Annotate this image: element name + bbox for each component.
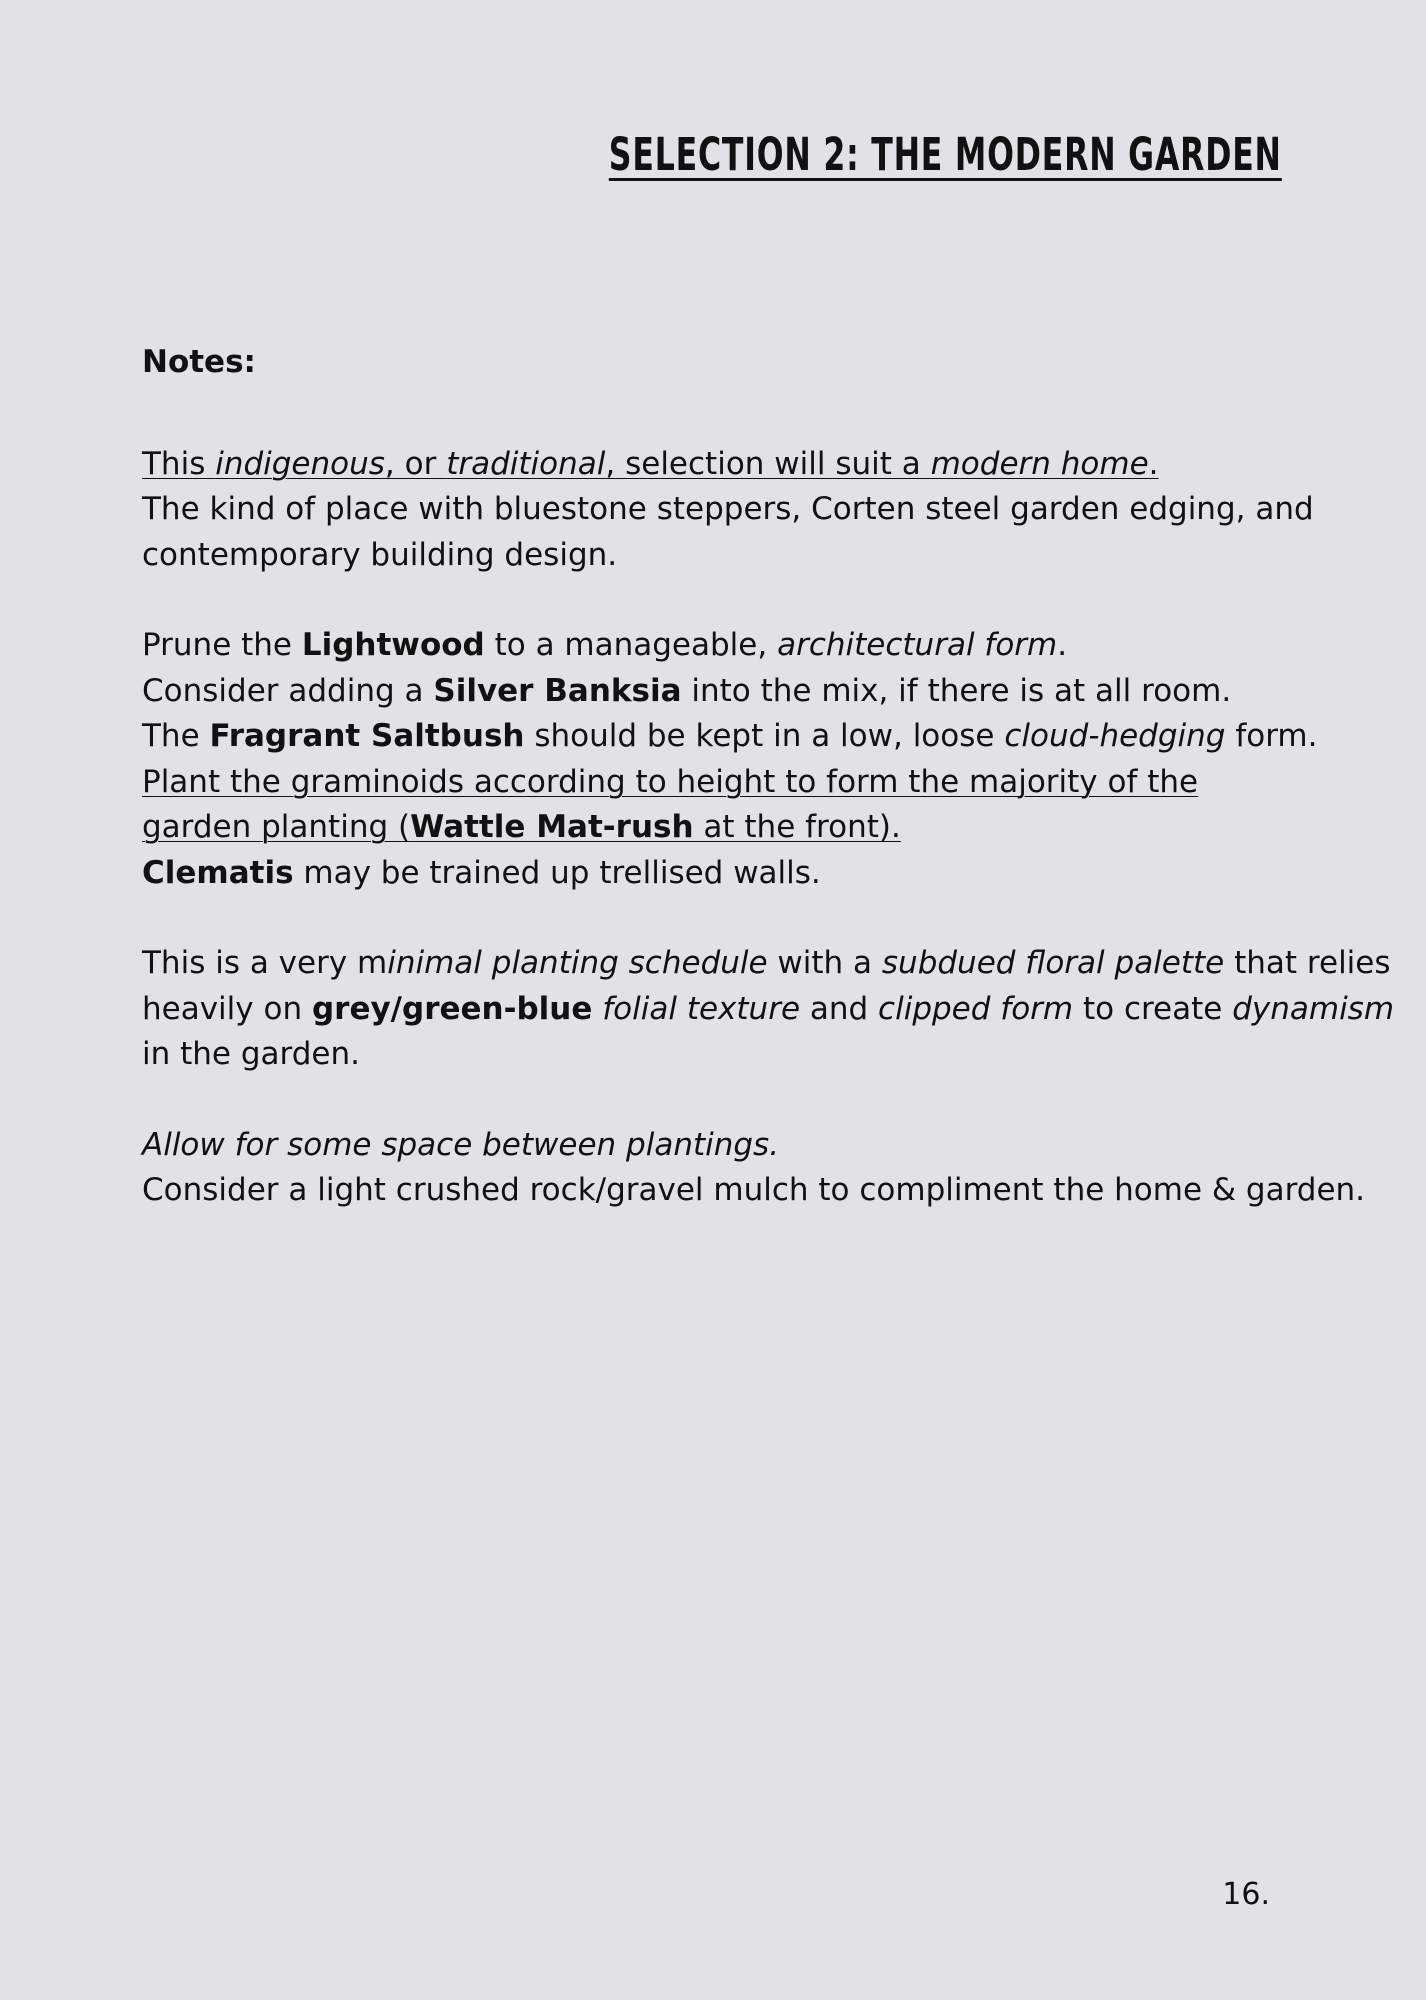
spacing-line-1: Allow for some space between plantings. — [142, 1126, 780, 1163]
palette-paragraph — [142, 941, 1395, 1078]
text-segment: This — [142, 445, 216, 482]
pruning-line-1 — [142, 623, 1302, 669]
page-title: SELECTION 2: THE MODERN GARDEN — [609, 128, 1282, 181]
intro-line-3: contemporary building design. — [142, 536, 618, 573]
text-segment: Consider adding a — [142, 672, 434, 709]
notes-heading: Notes: — [142, 344, 256, 380]
text-segment: heavily on — [142, 990, 312, 1027]
intro-line-1 — [142, 442, 1302, 488]
pruning-line-6 — [142, 851, 1302, 897]
text-segment: and — [800, 990, 879, 1027]
text-segment: to a manageable, — [484, 627, 778, 663]
intro-line-2: The kind of place with bluestone steppers, Corten steel garden edging, and — [142, 491, 1314, 527]
intro-paragraph — [142, 442, 1314, 579]
text-segment: garden planting ( — [142, 809, 411, 845]
pruning-line-3 — [142, 714, 1318, 760]
text-segment: folial texture — [602, 990, 801, 1027]
text-segment: with a — [767, 945, 882, 981]
text-segment: clipped form — [878, 990, 1074, 1027]
text-segment: should be kept in a low, loose — [524, 718, 1005, 754]
text-segment: inimal planting schedule — [387, 945, 768, 981]
plant-name: Fragrant Saltbush — [209, 718, 525, 754]
plant-name: Lightwood — [301, 627, 485, 663]
text-segment: This is a very m — [142, 945, 388, 981]
text-segment: Plant the graminoids according to height to form the majority of the — [142, 763, 1199, 800]
plant-name: Silver Banksia — [433, 672, 682, 709]
plant-name: Wattle Mat-rush — [410, 809, 694, 845]
text-segment: to create — [1073, 990, 1233, 1027]
text-segment: . — [1057, 627, 1068, 663]
text-segment: dynamism — [1232, 990, 1395, 1027]
text-segment: , or — [384, 445, 447, 482]
plant-name: Clematis — [142, 854, 294, 891]
text-segment: The — [142, 718, 210, 754]
text-segment: . — [1148, 445, 1159, 482]
text-segment: architectural form — [777, 627, 1058, 663]
notes-body — [142, 340, 1395, 1259]
text-segment: form. — [1225, 718, 1318, 754]
text-segment: cloud-hedging — [1004, 718, 1226, 754]
pruning-line-4 — [142, 760, 1302, 806]
text-segment: Prune the — [142, 627, 302, 663]
palette-line-3: in the garden. — [142, 1036, 360, 1072]
page-number: 16. — [1222, 1877, 1270, 1912]
text-segment: , selection will suit a — [605, 445, 931, 482]
text-segment: may be trained up trellised walls. — [293, 854, 821, 891]
text-segment: that relies — [1224, 945, 1391, 981]
palette-line-1 — [142, 941, 1391, 987]
text-segment: traditional — [446, 445, 606, 482]
text-segment: modern home — [930, 445, 1149, 482]
text-segment: subdued floral palette — [881, 945, 1225, 981]
text-segment: grey/green-blue — [311, 990, 593, 1027]
text-segment: at the front). — [693, 809, 901, 845]
text-segment: indigenous — [215, 445, 385, 482]
palette-line-2 — [142, 987, 1395, 1033]
pruning-line-5 — [142, 805, 1302, 851]
text-segment: into the mix, if there is at all room. — [681, 672, 1232, 709]
spacing-paragraph — [142, 1123, 1366, 1214]
text-segment — [592, 991, 602, 1027]
pruning-paragraph — [142, 623, 1318, 896]
pruning-line-2 — [142, 669, 1302, 715]
spacing-line-2: Consider a light crushed rock/gravel mulch to compliment the home & garden. — [142, 1172, 1366, 1208]
